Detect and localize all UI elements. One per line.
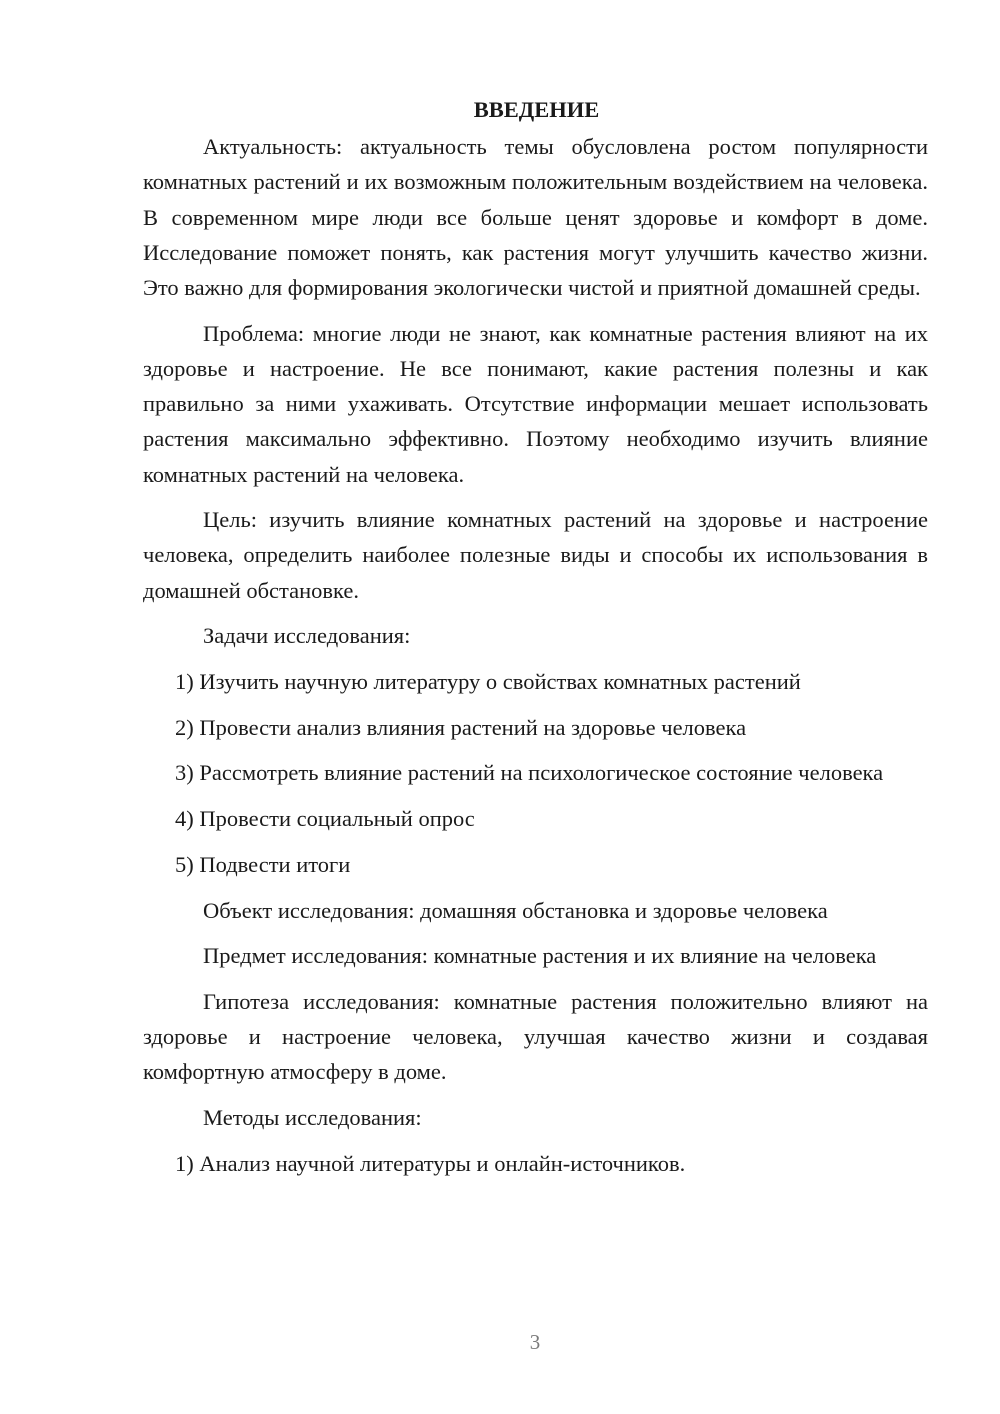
document-page: [143, 92, 928, 1191]
method-item-1: 1) Анализ научной литературы и онлайн-источников.: [175, 1150, 686, 1176]
methods-heading: Методы исследования:: [203, 1105, 422, 1131]
problem-paragraph: Проблема: многие люди не знают, как комнатные растения влияют на их здоровье и настроение. Не все понимают, какие растения полезны и как правильно за ними ухаживать. Отсутствие информации мешает использовать растения максимально эффективно. Поэтому необходимо изучить влияние комнатных растений на человека.: [143, 320, 928, 487]
tasks-heading: Задачи исследования:: [203, 623, 411, 649]
task-item-5: 5) Подвести итоги: [175, 851, 351, 877]
task-item-1: 1) Изучить научную литературу о свойствах комнатных растений: [175, 669, 801, 695]
task-item-3: 3) Рассмотреть влияние растений на психологическое состояние человека: [175, 760, 884, 786]
object-paragraph: Объект исследования: домашняя обстановка и здоровье человека: [203, 897, 828, 923]
page-number: 3: [529, 1330, 541, 1354]
task-item-2: 2) Провести анализ влияния растений на здоровье человека: [175, 714, 747, 740]
hypothesis-paragraph: Гипотеза исследования: комнатные растения положительно влияют на здоровье и настроение человека, улучшая качество жизни и создавая комфортную атмосферу в доме.: [143, 988, 928, 1085]
subject-paragraph: Предмет исследования: комнатные растения и их влияние на человека: [203, 943, 877, 969]
relevance-paragraph: Актуальность: актуальность темы обусловлена ростом популярности комнатных растений и их возможным положительным воздействием на человека. В современном мире люди все больше ценят здоровье и комфорт в доме. Исследование поможет понять, как растения могут улучшить качество жизни. Это важно для формирования экологически чистой и приятной домашней среды.: [143, 134, 928, 301]
goal-paragraph: Цель: изучить влияние комнатных растений на здоровье и настроение человека, определить наиболее полезные виды и способы их использования в домашней обстановке.: [143, 507, 928, 603]
section-title: ВВЕДЕНИЕ: [473, 97, 600, 122]
task-item-4: 4) Провести социальный опрос: [175, 806, 475, 832]
